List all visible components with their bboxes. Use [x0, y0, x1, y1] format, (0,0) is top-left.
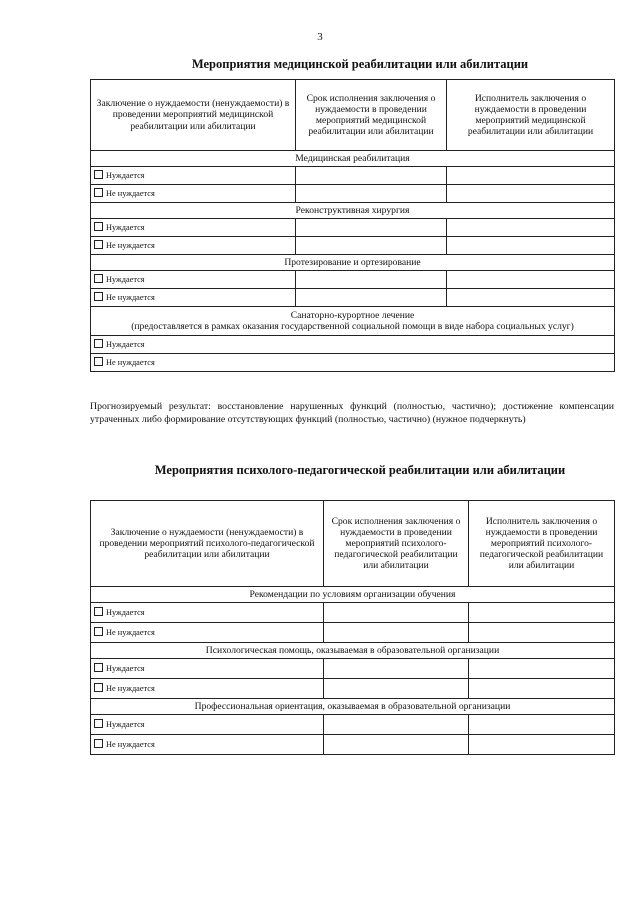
checkbox[interactable] — [94, 683, 103, 692]
checkbox[interactable] — [94, 222, 103, 231]
executor-cell[interactable] — [469, 659, 615, 679]
deadline-cell[interactable] — [324, 679, 469, 699]
checkbox[interactable] — [94, 339, 103, 348]
psycho-pedagogical-table — [90, 500, 615, 755]
deadline-cell[interactable] — [324, 715, 469, 735]
option-label: Не нуждается — [106, 189, 155, 199]
option-needed[interactable] — [91, 336, 615, 354]
executor-cell[interactable] — [447, 289, 615, 307]
header-conclusion: Заключение о нуждаемости (ненуждаемости) в проведении мероприятий медицинской реабилитации или абилитации — [91, 80, 296, 151]
option-label: Нуждается — [106, 340, 145, 350]
header-executor: Исполнитель заключения о нуждаемости в проведении мероприятий психолого-педагогической реабилитации или абилитации — [469, 501, 615, 587]
page-number: 3 — [317, 31, 323, 43]
deadline-cell[interactable] — [324, 603, 469, 623]
option-needed[interactable] — [91, 715, 324, 735]
group-label: Психологическая помощь, оказываемая в образовательной организации — [91, 643, 615, 659]
option-label: Нуждается — [106, 223, 145, 233]
option-not-needed[interactable] — [91, 623, 324, 643]
option-needed[interactable] — [91, 219, 296, 237]
checkbox[interactable] — [94, 627, 103, 636]
option-not-needed[interactable] — [91, 185, 296, 203]
group-label-sanatorium — [91, 307, 615, 336]
option-label: Не нуждается — [106, 628, 155, 638]
header-executor: Исполнитель заключения о нуждаемости в проведении мероприятий медицинской реабилитации или абилитации — [447, 80, 615, 151]
option-not-needed[interactable] — [91, 237, 296, 255]
deadline-cell[interactable] — [324, 623, 469, 643]
deadline-cell[interactable] — [296, 185, 447, 203]
group-label: Санаторно-курортное лечение — [290, 309, 415, 321]
group-label: Медицинская реабилитация — [91, 151, 615, 167]
header-conclusion: Заключение о нуждаемости (ненуждаемости) в проведении мероприятий психолого-педагогической реабилитации или абилитации — [91, 501, 324, 587]
option-label: Нуждается — [106, 171, 145, 181]
option-label: Не нуждается — [106, 293, 155, 303]
option-needed[interactable] — [91, 167, 296, 185]
executor-cell[interactable] — [469, 715, 615, 735]
executor-cell[interactable] — [447, 271, 615, 289]
executor-cell[interactable] — [469, 623, 615, 643]
checkbox[interactable] — [94, 240, 103, 249]
checkbox[interactable] — [94, 292, 103, 301]
section2-title: Мероприятия психолого-педагогической реабилитации или абилитации — [154, 463, 566, 477]
executor-cell[interactable] — [469, 603, 615, 623]
option-label: Нуждается — [106, 664, 145, 674]
deadline-cell[interactable] — [296, 237, 447, 255]
deadline-cell[interactable] — [324, 659, 469, 679]
option-label: Нуждается — [106, 608, 145, 618]
checkbox[interactable] — [94, 170, 103, 179]
group-label: Рекомендации по условиям организации обучения — [91, 587, 615, 603]
deadline-cell[interactable] — [296, 167, 447, 185]
checkbox[interactable] — [94, 719, 103, 728]
group-label: Реконструктивная хирургия — [91, 203, 615, 219]
header-deadline: Срок исполнения заключения о нуждаемости в проведении мероприятий психолого-педагогической реабилитации или абилитации — [324, 501, 469, 587]
option-not-needed[interactable] — [91, 679, 324, 699]
checkbox[interactable] — [94, 188, 103, 197]
option-label: Не нуждается — [106, 684, 155, 694]
option-not-needed[interactable] — [91, 735, 324, 755]
option-needed[interactable] — [91, 271, 296, 289]
checkbox[interactable] — [94, 739, 103, 748]
deadline-cell[interactable] — [296, 219, 447, 237]
option-label: Не нуждается — [106, 241, 155, 251]
option-needed[interactable] — [91, 659, 324, 679]
option-label: Нуждается — [106, 720, 145, 730]
deadline-cell[interactable] — [296, 289, 447, 307]
option-label: Не нуждается — [106, 740, 155, 750]
executor-cell[interactable] — [447, 237, 615, 255]
option-not-needed[interactable] — [91, 354, 615, 372]
group-label: Профессиональная ориентация, оказываемая в образовательной организации — [91, 699, 615, 715]
option-not-needed[interactable] — [91, 289, 296, 307]
checkbox[interactable] — [94, 274, 103, 283]
checkbox[interactable] — [94, 607, 103, 616]
section1-title: Мероприятия медицинской реабилитации или абилитации — [191, 57, 529, 71]
option-label: Не нуждается — [106, 358, 155, 368]
option-label: Нуждается — [106, 275, 145, 285]
executor-cell[interactable] — [469, 679, 615, 699]
executor-cell[interactable] — [447, 167, 615, 185]
deadline-cell[interactable] — [296, 271, 447, 289]
group-sublabel: (предоставляется в рамках оказания государственной социальной помощи в виде набора социальных услуг) — [131, 321, 574, 332]
expected-result-text: Прогнозируемый результат: восстановление нарушенных функций (полностью, частично); достижение компенсации утраченных либо формирование отсутствующих функций (полностью, частично) (нужное подчеркнуть) — [90, 401, 614, 425]
group-label: Протезирование и ортезирование — [91, 255, 615, 271]
header-deadline: Срок исполнения заключения о нуждаемости в проведении мероприятий медицинской реабилитации или абилитации — [296, 80, 447, 151]
executor-cell[interactable] — [447, 219, 615, 237]
deadline-cell[interactable] — [324, 735, 469, 755]
executor-cell[interactable] — [447, 185, 615, 203]
checkbox[interactable] — [94, 663, 103, 672]
option-needed[interactable] — [91, 603, 324, 623]
medical-rehab-table — [90, 79, 615, 372]
executor-cell[interactable] — [469, 735, 615, 755]
checkbox[interactable] — [94, 357, 103, 366]
